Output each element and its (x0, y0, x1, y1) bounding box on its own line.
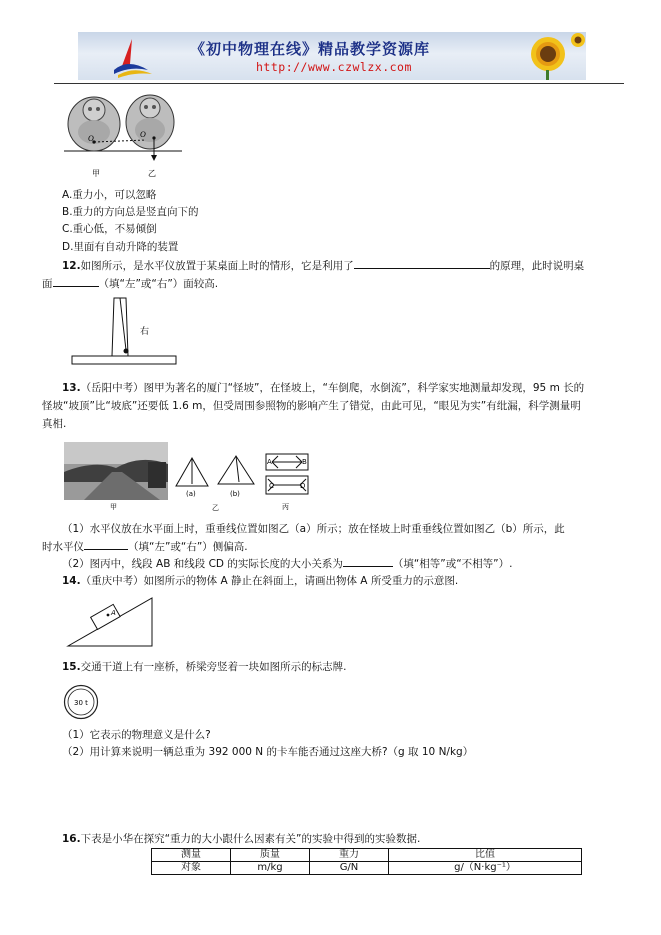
photo-label-jia: 甲 (110, 503, 117, 511)
q15-text: 交通干道上有一座桥，桥梁旁竖着一块如图所示的标志牌. (80, 661, 347, 673)
illusion-figure (264, 452, 312, 514)
table-header-row-1 (152, 849, 582, 862)
sign-text: 30 t (74, 699, 88, 707)
q13-sub1-line1: （1）水平仪放在水平面上时，重垂线位置如图乙（a）所示；放在怪坡上时重垂线位置如图乙（b）所示，此 (62, 523, 565, 535)
q14-text: （重庆中考）如图所示的物体 A 静止在斜面上，请画出物体 A 所受重力的示意图. (80, 575, 459, 587)
q13-sub2-text: （2）图丙中，线段 AB 和线段 CD 的实际长度的大小关系为 (62, 558, 343, 570)
illusion-letter-d: D (300, 482, 306, 490)
table-header-row-2 (152, 862, 582, 875)
q12-blank1[interactable] (354, 258, 490, 269)
logo-icon (108, 36, 154, 78)
q13-sub1-line2 (42, 539, 248, 554)
fig-o-right: O (140, 130, 146, 139)
fig-o-left: O (88, 134, 94, 143)
q15-sub1: （1）它表示的物理意义是什么? (62, 729, 211, 741)
banner-title: 《初中物理在线》精品教学资源库 (190, 40, 431, 58)
q12-text4: （填“左”或“右”）面较高. (98, 278, 219, 290)
level-label-right: 右 (140, 327, 150, 337)
q16-line (62, 832, 420, 846)
q11-option-b: B.重力的方向总是竖直向下的 (62, 206, 199, 218)
q13-sub1-text: 时水平仪 (42, 541, 84, 553)
photo-jia (64, 442, 174, 512)
q11-option-c: C.重心低，不易倾倒 (62, 223, 157, 235)
incline-figure (64, 594, 156, 650)
load-limit-sign (62, 683, 100, 721)
plumb-figure (174, 454, 264, 512)
q12-blank2[interactable] (53, 276, 99, 287)
table-cell: 质量 (231, 849, 310, 862)
table-cell: 重力 (310, 849, 389, 862)
q15-number: 15. (62, 661, 81, 673)
table-cell: m/kg (231, 862, 310, 875)
q16-text: 下表是小华在探究“重力的大小跟什么因素有关”的实验中得到的实验数据. (80, 833, 421, 845)
header-divider (54, 83, 624, 84)
table-cell: 对象 (152, 862, 231, 875)
q11-option-a: A.重力小，可以忽略 (62, 189, 157, 201)
q16-number: 16. (62, 833, 81, 845)
q13-number: 13. (62, 382, 81, 394)
illusion-letter-c: C (269, 482, 274, 490)
fig-label-yi: 乙 (148, 169, 156, 178)
q13-blank1[interactable] (84, 539, 128, 550)
plumb-label-a: (a) (186, 490, 196, 498)
table-cell: 比值 (389, 849, 582, 862)
q13-text1: （岳阳中考）图甲为著名的厦门“怪坡”，在怪坡上，“车倒爬，水倒流”，科学家实地测量却发现，95 m 长的 (80, 382, 585, 394)
q13-sub1-tail: （填“左”或“右”）侧偏高. (128, 541, 248, 553)
q12-number: 12. (62, 260, 81, 272)
incline-label-a: A (111, 609, 116, 617)
header-banner (78, 32, 586, 80)
plumb-label-yi: 乙 (212, 504, 219, 512)
q13-line2: 怪坡“坡顶”比“坡底”还要低 1.6 m，但受周围参照物的影响产生了错觉，由此可见，“眼见为实”有纰漏，科学测量明 (42, 400, 581, 412)
table-cell: G/N (310, 862, 389, 875)
tumbler-figure (62, 92, 186, 184)
q13-line3: 真相. (42, 418, 67, 430)
q11-option-d: D.里面有自动升降的装置 (62, 241, 179, 253)
q15-line (62, 660, 346, 674)
q13-blank2[interactable] (343, 556, 393, 567)
plumb-label-b: (b) (230, 490, 240, 498)
q12-line1 (62, 258, 584, 273)
level-figure (70, 296, 180, 372)
q12-text1: 如图所示，是水平仪放置于某桌面上时的情形，它是利用了 (80, 260, 354, 272)
q15-sub2: （2）用计算来说明一辆总重为 392 000 N 的卡车能否通过这座大桥?（g 取 10 N/kg） (62, 746, 474, 758)
sunflower-icon (518, 32, 586, 80)
q12-text2: 的原理，此时说明桌 (489, 260, 585, 272)
q12-line2 (42, 276, 218, 291)
table-cell: 测量 (152, 849, 231, 862)
table-cell: g/（N·kg⁻¹） (389, 862, 582, 875)
illusion-label-bing: 丙 (282, 503, 289, 511)
q13-line1 (62, 381, 584, 395)
q14-line (62, 574, 458, 588)
illusion-letter-b: B (302, 458, 307, 466)
q13-sub2 (62, 556, 512, 571)
data-table (151, 848, 582, 875)
q14-number: 14. (62, 575, 81, 587)
banner-url: http://www.czwlzx.com (256, 60, 412, 74)
q13-sub2-tail: （填“相等”或“不相等”）. (392, 558, 513, 570)
q12-text3: 面 (42, 278, 53, 290)
illusion-letter-a: A (267, 458, 272, 466)
fig-label-jia: 甲 (92, 169, 100, 178)
